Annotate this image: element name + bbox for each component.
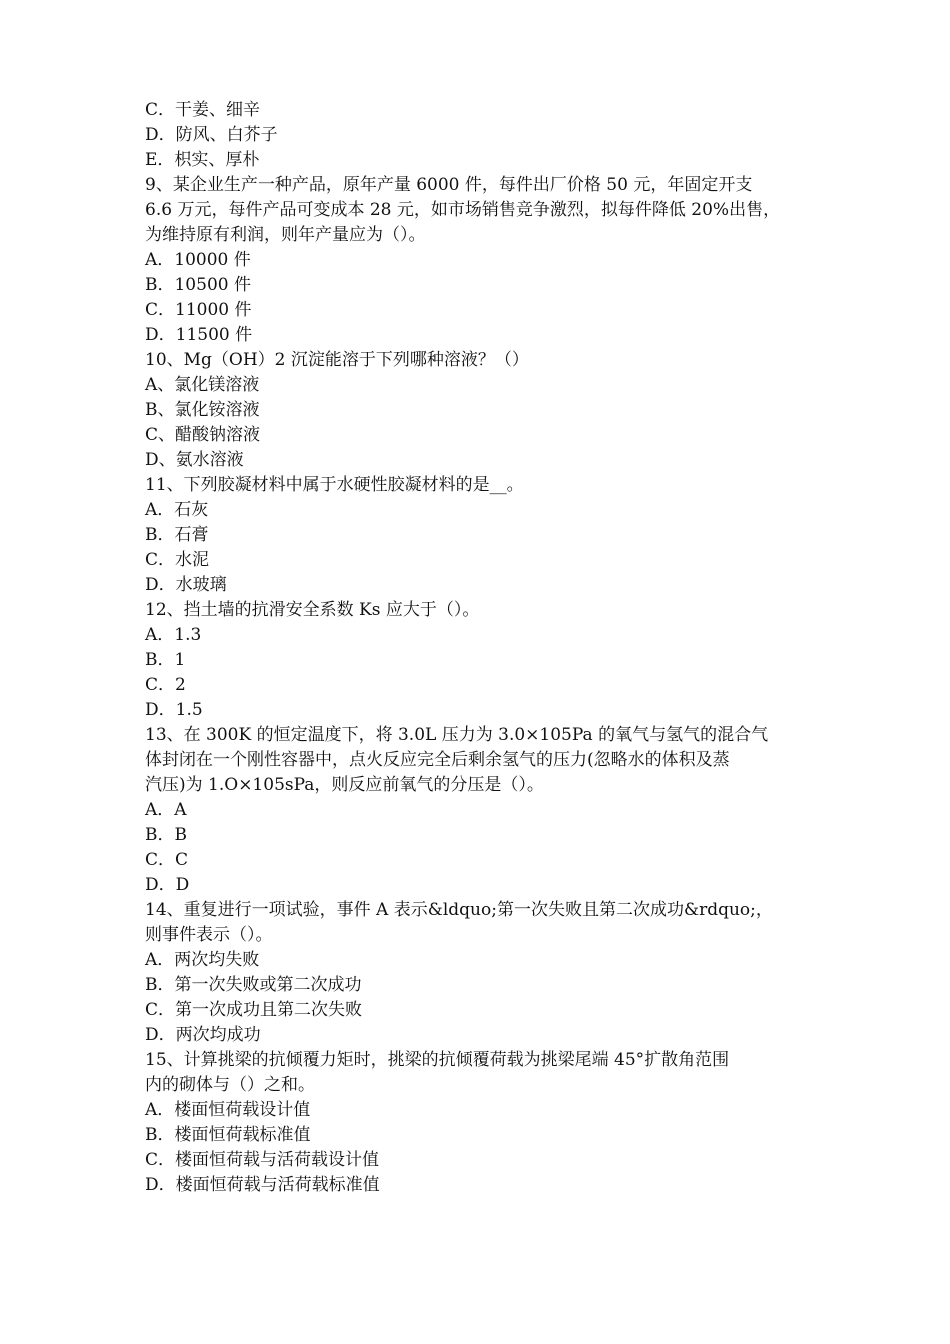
option-line: A．楼面恒荷载设计值 xyxy=(145,1100,311,1120)
option-line: C．干姜、细辛 xyxy=(145,100,261,120)
question-15-text: 15、计算挑梁的抗倾覆力矩时，挑梁的抗倾覆荷载为挑梁尾端 45°扩散角范围 xyxy=(145,1050,730,1070)
question-13-text: 汽压)为 1.O×105sPa，则反应前氧气的分压是（）。 xyxy=(145,775,544,795)
option-line: B．楼面恒荷载标准值 xyxy=(145,1125,311,1145)
option-line: B．第一次失败或第二次成功 xyxy=(145,975,362,995)
option-line: A．两次均失败 xyxy=(145,950,260,970)
question-15-text: 内的砌体与（）之和。 xyxy=(145,1075,315,1095)
option-line: B．石膏 xyxy=(145,525,209,545)
option-line: A．A xyxy=(145,800,187,820)
option-line: D．水玻璃 xyxy=(145,575,227,595)
question-11-text: 11、下列胶凝材料中属于水硬性胶凝材料的是__。 xyxy=(145,475,524,495)
option-line: D．11500 件 xyxy=(145,325,253,345)
option-line: A、氯化镁溶液 xyxy=(145,375,260,395)
option-line: D．两次均成功 xyxy=(145,1025,261,1045)
option-line: B．B xyxy=(145,825,187,845)
option-line: A．1.3 xyxy=(145,625,202,645)
question-14-text: 则事件表示（）。 xyxy=(145,925,273,945)
option-line: C．楼面恒荷载与活荷载设计值 xyxy=(145,1150,380,1170)
question-14-text: 14、重复进行一项试验，事件 A 表示&ldquo;第一次失败且第二次成功&rdquo;， xyxy=(145,900,773,920)
option-line: C．2 xyxy=(145,675,186,695)
option-line: C．C xyxy=(145,850,189,870)
question-10-text: 10、Mg（OH）2 沉淀能溶于下列哪种溶液？（） xyxy=(145,350,529,370)
question-9-text: 为维持原有利润，则年产量应为（）。 xyxy=(145,225,426,245)
option-line: D．防风、白芥子 xyxy=(145,125,278,145)
option-line: A．石灰 xyxy=(145,500,209,520)
option-line: C、醋酸钠溶液 xyxy=(145,425,261,445)
question-9-text: 6.6 万元，每件产品可变成本 28 元，如市场销售竞争激烈，拟每件降低 20%出售， xyxy=(145,200,781,220)
option-line: B．10500 件 xyxy=(145,275,251,295)
option-line: A．10000 件 xyxy=(145,250,251,270)
document-body xyxy=(145,98,809,1198)
question-13-text: 体封闭在一个刚性容器中，点火反应完全后剩余氢气的压力(忽略水的体积及蒸 xyxy=(145,750,730,770)
question-12-text: 12、挡土墙的抗滑安全系数 Ks 应大于（）。 xyxy=(145,600,480,620)
option-line: C．11000 件 xyxy=(145,300,252,320)
option-line: C．水泥 xyxy=(145,550,210,570)
option-line: B．1 xyxy=(145,650,186,670)
option-line: D．1.5 xyxy=(145,700,203,720)
option-line: E．枳实、厚朴 xyxy=(145,150,260,170)
option-line: C．第一次成功且第二次失败 xyxy=(145,1000,363,1020)
question-13-text: 13、在 300K 的恒定温度下，将 3.0L 压力为 3.0×105Pa 的氧气与氢气的混合气 xyxy=(145,725,769,745)
question-9-text: 9、某企业生产一种产品，原年产量 6000 件，每件出厂价格 50 元，年固定开支 xyxy=(145,175,753,195)
option-line: B、氯化铵溶液 xyxy=(145,400,260,420)
option-line: D、氨水溶液 xyxy=(145,450,244,470)
option-line: D．D xyxy=(145,875,190,895)
option-line: D．楼面恒荷载与活荷载标准值 xyxy=(145,1175,380,1195)
